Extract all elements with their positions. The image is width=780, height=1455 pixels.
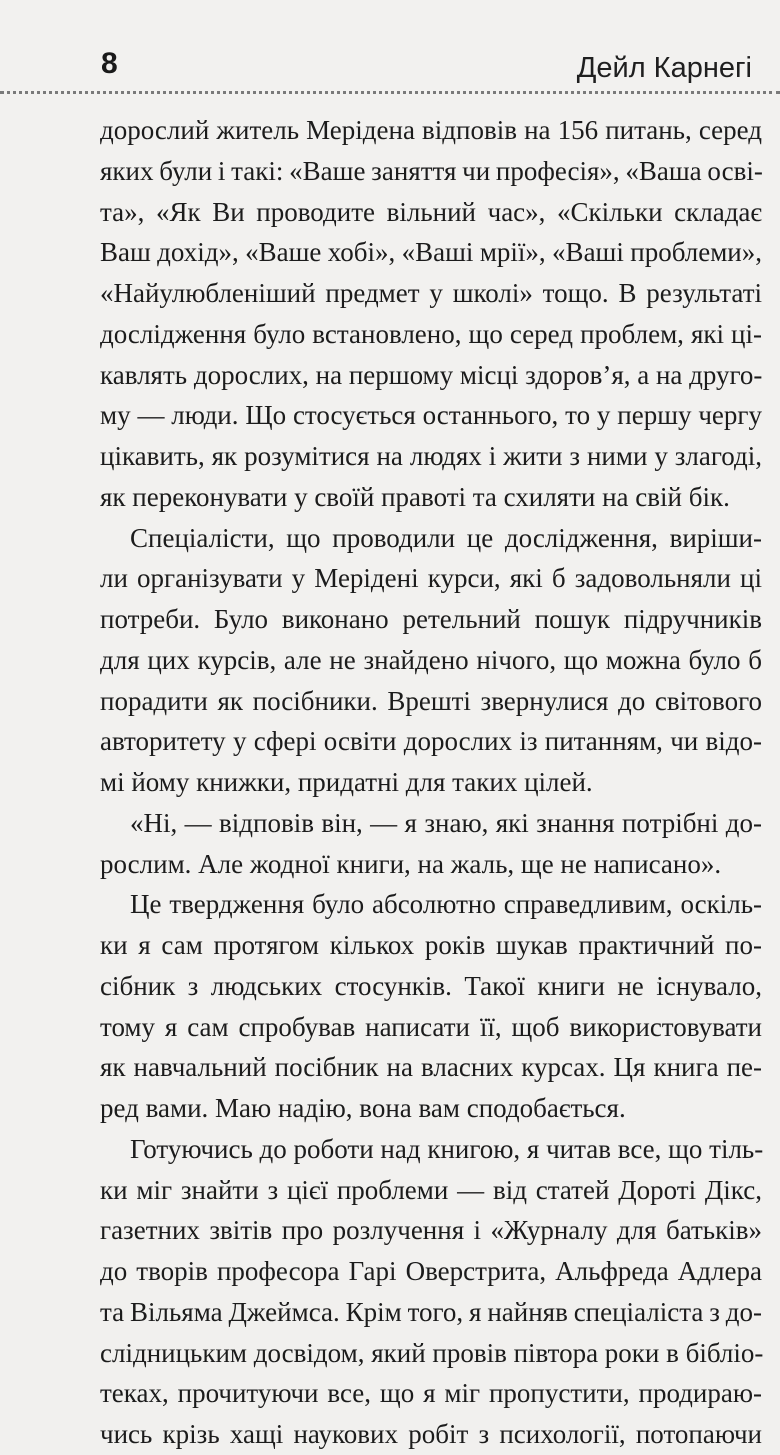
- text-line: дослідження було встановлено, що серед проблем, які ці-: [100, 318, 762, 349]
- body-text: [100, 110, 762, 1455]
- text-line: порадити як посібники. Врешті звернулися до світового: [100, 685, 762, 716]
- text-line: як переконувати у своїй правоті та схиляти на свій бік.: [100, 481, 730, 512]
- paragraph: [100, 803, 762, 885]
- text-line: тому я сам спробував написати її, щоб використовувати: [100, 1011, 762, 1042]
- text-line: ки я сам протягом кількох років шукав практичний по-: [100, 930, 762, 960]
- text-line: сібник з людських стосунків. Такої книги не існувало,: [100, 970, 762, 1001]
- text-line: Це твердження було абсолютно справедливим, оскіль-: [130, 889, 762, 920]
- running-head-author: Дейл Карнегі: [576, 52, 752, 84]
- text-line: слідницьким досвідом, який провів півтора роки в бібліо-: [100, 1337, 764, 1368]
- text-line: ли організувати у Мерідені курси, які б задовольняли ці: [100, 563, 762, 594]
- header-dotted-rule: [0, 91, 780, 94]
- text-line: мі йому книжки, придатні для таких цілей.: [100, 767, 593, 797]
- text-line: ки міг знайти з цієї проблеми — від статей Дороті Дікс,: [100, 1174, 762, 1205]
- text-line: газетних звітів про розлучення і «Журналу для батьків»: [100, 1215, 762, 1246]
- text-line: му — люди. Що стосується останнього, то у першу чергу: [100, 400, 762, 431]
- text-line: як навчальний посібник на власних курсах. Ця книга пе-: [100, 1052, 762, 1083]
- paragraph: [100, 518, 762, 803]
- page-header: [0, 0, 780, 96]
- text-line: до творів професора Гарі Оверстрита, Альфреда Адлера: [100, 1256, 762, 1286]
- text-line: Готуючись до роботи над книгою, я читав все, що тіль-: [130, 1133, 764, 1164]
- text-line: авторитету у сфері освіти дорослих із питанням, чи відо-: [100, 726, 762, 757]
- text-line: кавлять дорослих, на першому місці здоров’я, а на друго-: [100, 359, 763, 390]
- page-number: 8: [101, 47, 118, 80]
- paragraph: [100, 110, 762, 518]
- text-line: «Найулюбленіший предмет у школі» тощо. В результаті: [100, 278, 762, 308]
- text-line: Ваш дохід», «Ваше хобі», «Ваші мрії», «Ваші проблеми»,: [100, 237, 762, 268]
- text-line: яких були і такі: «Ваше заняття чи професія», «Ваша осві-: [100, 155, 763, 186]
- text-line: та», «Як Ви проводите вільний час», «Скільки складає: [100, 196, 762, 227]
- text-line: ред вами. Маю надію, вона вам сподобається.: [100, 1093, 626, 1123]
- text-line: потреби. Було виконано ретельний пошук підручників: [100, 604, 762, 634]
- text-line: теках, прочитуючи все, що я міг пропустити, продираю-: [100, 1378, 762, 1409]
- text-line: Спеціалісти, що проводили це дослідження, виріши-: [130, 522, 762, 553]
- text-line: чись крізь хащі наукових робіт з психології, потопаючи: [100, 1419, 762, 1449]
- text-line: «Ні, — відповів він, — я знаю, які знання потрібні до-: [130, 807, 762, 838]
- paragraph: [100, 884, 762, 1129]
- paragraph: [100, 1129, 762, 1455]
- text-line: дорослий житель Мерідена відповів на 156 питань, серед: [100, 115, 762, 145]
- text-line: рослим. Але жодної книги, на жаль, ще не написано».: [100, 848, 722, 879]
- text-line: цікавить, як розумітися на людях і жити з ними у злагоді,: [100, 441, 762, 471]
- text-line: для цих курсів, але не знайдено нічого, що можна було б: [100, 644, 762, 675]
- text-line: та Вільяма Джеймса. Крім того, я найняв спеціаліста з до-: [100, 1296, 762, 1327]
